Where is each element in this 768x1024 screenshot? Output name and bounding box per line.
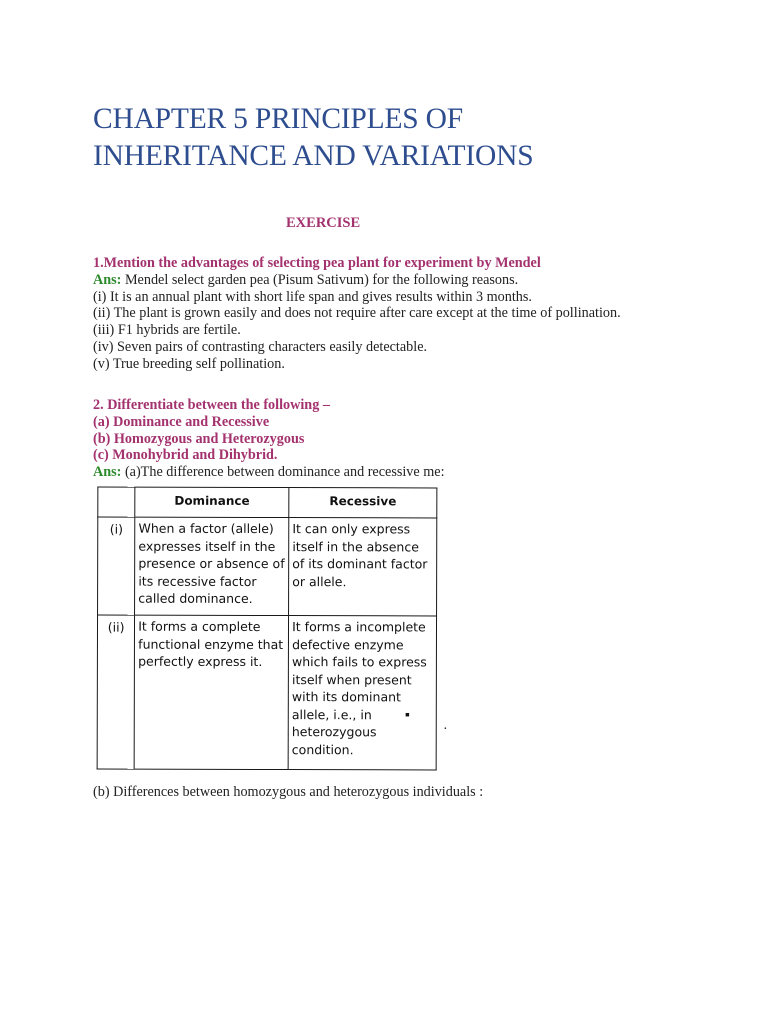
chapter-title-line-2: INHERITANCE AND VARIATIONS [93,140,534,172]
chapter-title-line-1: CHAPTER 5 PRINCIPLES OF [93,103,463,135]
dominance-recessive-table [97,487,438,771]
table-cell-dominance: When a factor (allele) expresses itself in the presence or absence of its recessive factor called dominance. [135,517,289,615]
answer-point: (i) It is an annual plant with short life span and gives results within 3 months. [93,288,532,305]
question-2-block [93,397,445,481]
answer-label: Ans: [93,464,122,481]
table-header-row [98,487,437,518]
dominance-recessive-table-image [97,487,439,767]
question-1-block [93,255,621,373]
question-2-part: (b) Homozygous and Heterozygous [93,430,305,447]
exercise-heading: EXERCISE [286,215,361,231]
question-2-part: (c) Monohybrid and Dihybrid. [93,447,278,464]
table-cell-recessive: It forms a incomplete defective enzyme which fails to express itself when present with its dominant allele, i.e., in heterozygous condition. [288,616,436,770]
scan-artifact-dot: ▪ [405,708,410,723]
question-2-part: (a) Dominance and Recessive [93,413,270,430]
answer-text: Mendel select garden pea (Pisum Sativum) for the following reasons. [121,271,519,288]
table-header-recessive: Recessive [289,488,437,518]
chapter-title [93,101,713,175]
question-2-answer [93,464,445,481]
table-cell-number: (ii) [97,615,135,769]
table-header-blank [98,487,135,517]
answer-point: (iv) Seven pairs of contrasting characters easily detectable. [93,338,428,355]
table-cell-dominance: It forms a complete functional enzyme that perfectly express it. [134,615,288,769]
question-2-text: 2. Differentiate between the following – [93,397,330,413]
question-1-text: 1.Mention the advantages of selecting pea plant for experiment by Mendel [93,255,541,271]
answer-point: (iii) F1 hybrids are fertile. [93,322,241,339]
scan-artifact-dot: · [443,722,448,737]
answer-point: (v) True breeding self pollination. [93,355,285,372]
table-cell-recessive: It can only express itself in the absence of its dominant factor or allele. [289,518,437,616]
answer-text: (a)The difference between dominance and recessive me: [121,464,445,481]
question-1-answer [93,272,621,289]
answer-label: Ans: [93,271,122,288]
answer-point: (ii) The plant is grown easily and does not require after care except at the time of pollination. [93,305,621,322]
table-row [97,615,436,770]
homozygous-heterozygous-intro: (b) Differences between homozygous and heterozygous individuals : [93,784,484,801]
table-row [98,517,437,616]
table-header-dominance: Dominance [135,487,289,517]
table-cell-number: (i) [98,517,135,615]
